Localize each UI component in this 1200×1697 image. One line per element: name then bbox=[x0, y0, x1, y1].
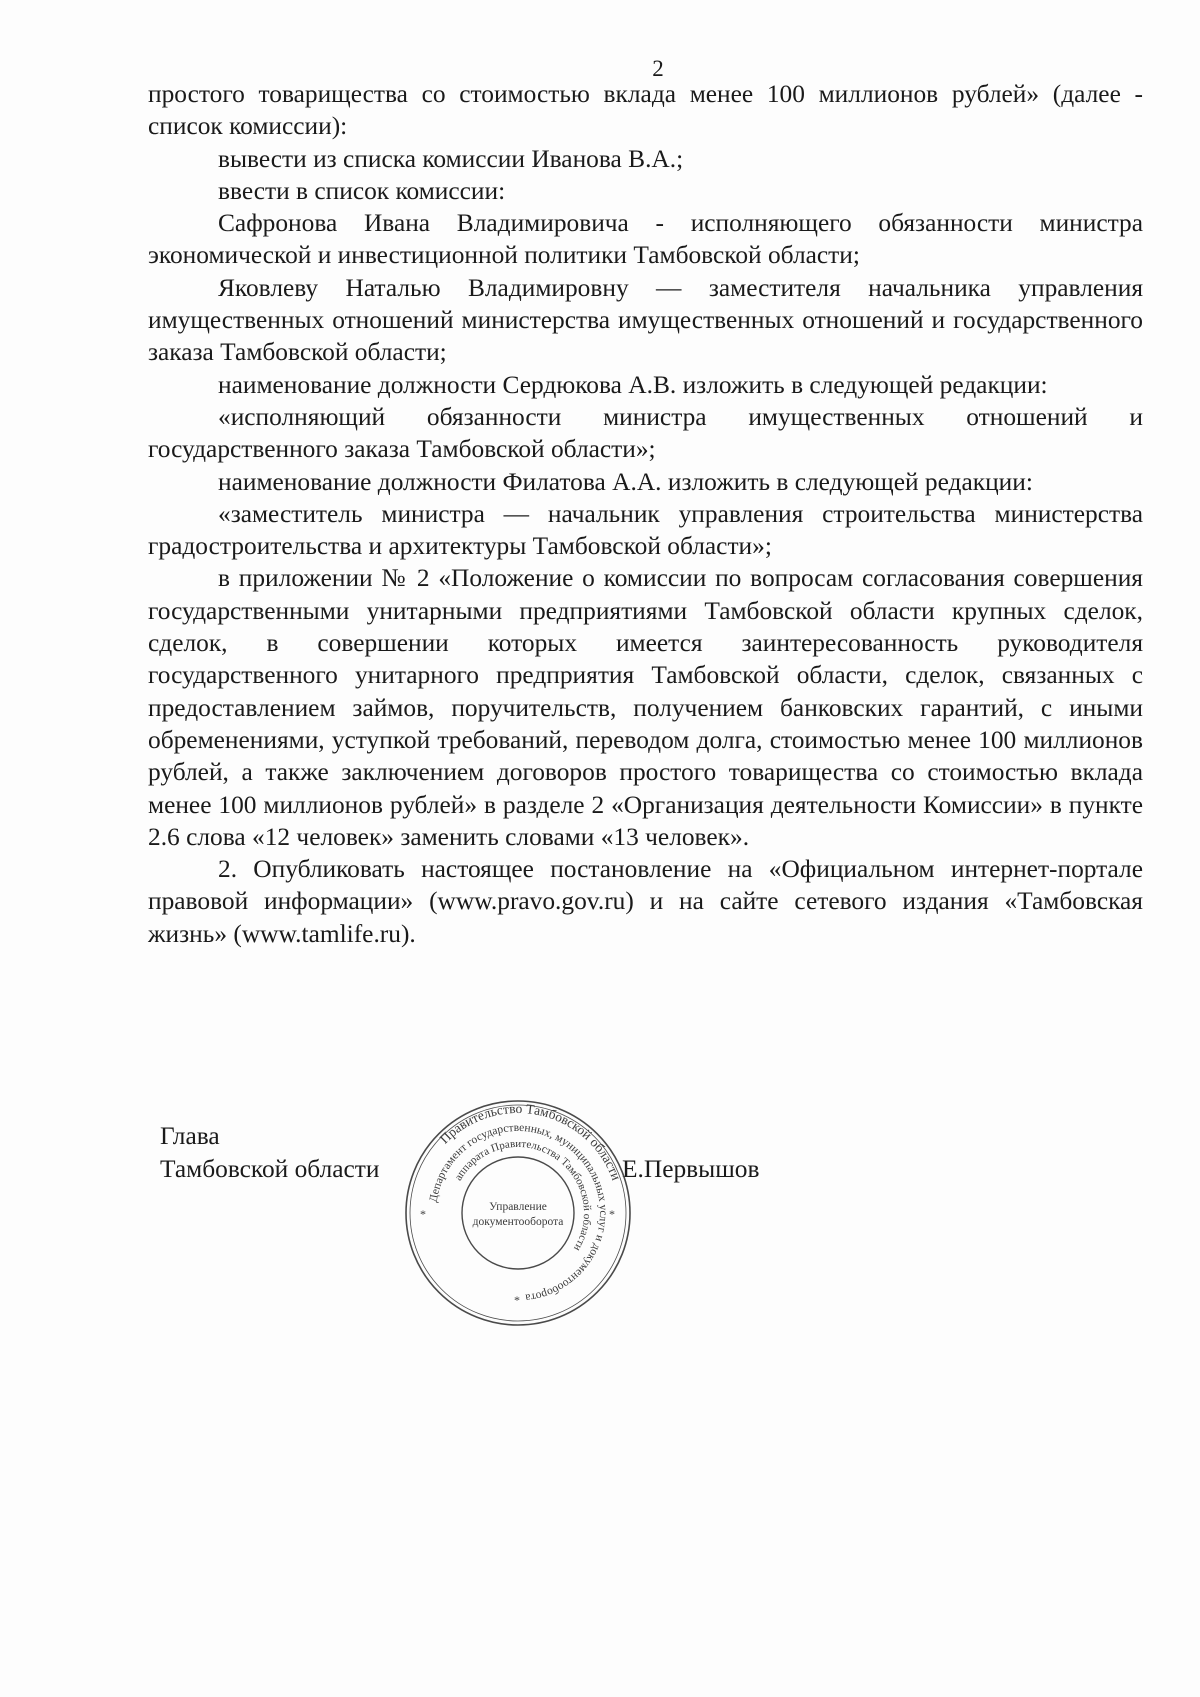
seal-inner-text: аппарата Правительства Тамбовской области bbox=[452, 1137, 594, 1254]
seal-center-line1: Управление bbox=[489, 1201, 547, 1213]
page-number: 2 bbox=[652, 56, 664, 81]
paragraph-8: наименование должности Филатова А.А. изложить в следующей редакции: bbox=[218, 467, 1033, 496]
official-seal bbox=[403, 1098, 633, 1328]
paragraph-6: наименование должности Сердюкова А.В. изложить в следующей редакции: bbox=[218, 370, 1048, 399]
seal-star-bottom: * bbox=[514, 1293, 520, 1307]
seal-star-right: * bbox=[609, 1207, 615, 1221]
seal-middle-text: Департамент государственных, муниципальных услуг и документооборота bbox=[427, 1121, 610, 1304]
document-body bbox=[148, 78, 1143, 950]
paragraph-3: ввести в список комиссии: bbox=[218, 176, 506, 205]
signature-title-line1: Глава bbox=[160, 1122, 220, 1150]
paragraph-2: вывести из списка комиссии Иванова В.А.; bbox=[218, 144, 684, 173]
paragraph-5: Яковлеву Наталью Владимировну — заместителя начальника управления имущественных отношений министерства имущественных отношений и государственного заказа Тамбовской области; bbox=[148, 273, 1143, 367]
paragraph-11: 2. Опубликовать настоящее постановление на «Официальном интернет-портале правовой информации» (www.pravo.gov.ru) и на сайте сетевого издания «Тамбовская жизнь» (www.tamlife.ru). bbox=[148, 855, 1143, 948]
signature-title-line2: Тамбовской области bbox=[160, 1155, 380, 1183]
seal-outer-text: Правительство Тамбовской области bbox=[436, 1100, 625, 1183]
seal-star-left: * bbox=[420, 1207, 426, 1221]
paragraph-10: в приложении № 2 «Положение о комиссии по вопросам согласования совершения государственными унитарными предприятиями Тамбовской области крупных сделок, сделок, в совершении которых имеется заинтересованность руководителя государственного унитарного предприятия Тамбовской области, сделок, связанных с предоставлением займов, поручительств, получением банковских гарантий, с иными обременениями, уступкой требований, переводом долга, стоимостью менее 100 миллионов рублей, а также заключением договоров простого товарищества со стоимостью вклада менее 100 миллионов рублей» в разделе 2 «Организация деятельности Комиссии» в пункте 2.6 слова «12 человек» заменить словами «13 человек». bbox=[148, 564, 1143, 851]
paragraph-7: «исполняющий обязанности министра имущественных отношений и государственного заказа Тамбовской области»; bbox=[148, 402, 1143, 464]
seal-center-line2: документооборота bbox=[472, 1216, 564, 1228]
paragraph-1: простого товарищества со стоимостью вклада менее 100 миллионов рублей» (далее - список комиссии): bbox=[148, 80, 1143, 141]
paragraph-9: «заместитель министра — начальник управления строительства министерства градостроительства и архитектуры Тамбовской области»; bbox=[148, 499, 1143, 561]
signatory-name: Е.Первышов bbox=[622, 1155, 760, 1183]
paragraph-4: Сафронова Ивана Владимировича - исполняющего обязанности министра экономической и инвестиционной политики Тамбовской области; bbox=[148, 209, 1143, 270]
